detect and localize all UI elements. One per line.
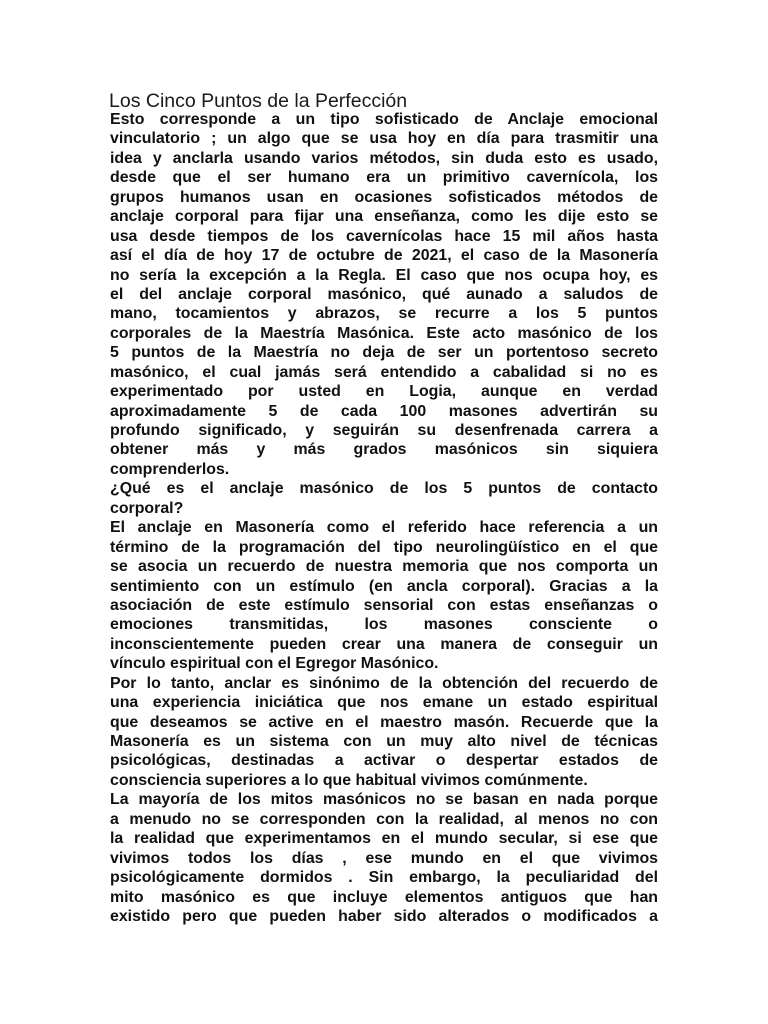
text-line: usa desde tiempos de los cavernícolas hace 15 mil años hasta <box>110 227 658 245</box>
text-line: consciencia superiores a lo que habitual vivimos comúnmente. <box>110 771 588 789</box>
text-line: que deseamos se active en el maestro masón. Recuerde que la <box>110 713 658 731</box>
text-line: desde que el ser humano era un primitivo cavernícola, los <box>110 169 658 187</box>
text-line: vínculo espiritual con el Egregor Masónico. <box>110 655 439 673</box>
text-line: Masonería es un sistema con un muy alto nivel de técnicas <box>110 733 658 750</box>
text-line: corporal? <box>110 499 184 517</box>
text-line: idea y anclarla usando varios métodos, sin duda esto es usado, <box>110 149 658 167</box>
text-line: grupos humanos usan en ocasiones sofisticados métodos de <box>110 188 658 206</box>
text-line: la realidad que experimentamos en el mundo secular, si ese que <box>110 830 658 848</box>
text-line: La mayoría de los mitos masónicos no se basan en nada porque <box>110 791 658 809</box>
text-line: Por lo tanto, anclar es sinónimo de la obtención del recuerdo de <box>110 674 658 692</box>
text-line: inconscientemente pueden crear una manera de conseguir un <box>110 635 658 653</box>
text-line: no sería la excepción a la Regla. El caso que nos ocupa hoy, es <box>110 266 658 284</box>
paragraph-anchoring-definition <box>110 518 658 674</box>
document-body <box>110 110 658 926</box>
paragraph-myths <box>110 790 658 926</box>
text-line: mito masónico es que incluye elementos antiguos que han <box>110 888 658 906</box>
text-line: masónico, el cual jamás será entendido a cabalidad si no es <box>110 363 658 381</box>
paragraph-anchoring-purpose <box>110 674 658 791</box>
text-line: profundo significado, y seguirán su desenfrenada carrera a <box>110 422 658 439</box>
text-line: El anclaje en Masonería como el referido hace referencia a un <box>110 519 658 537</box>
text-line: corporales de la Maestría Masónica. Este acto masónico de los <box>110 324 658 342</box>
text-line: 5 puntos de la Maestría no deja de ser un portentoso secreto <box>110 344 658 362</box>
text-line: vinculatorio ; un algo que se usa hoy en día para trasmitir una <box>110 130 658 148</box>
text-line: aproximadamente 5 de cada 100 masones advertirán su <box>110 402 658 420</box>
text-line: a menudo no se corresponden con la realidad, al menos no con <box>110 810 658 828</box>
text-line: así el día de hoy 17 de octubre de 2021, el caso de la Masonería <box>110 247 658 265</box>
document-title: Los Cinco Puntos de la Perfección <box>109 90 408 112</box>
text-line: existido pero que pueden haber sido alterados o modificados a <box>110 907 658 925</box>
text-line: una experiencia iniciática que nos emane un estado espiritual <box>110 694 658 712</box>
text-line: experimentado por usted en Logia, aunque en verdad <box>110 383 658 401</box>
text-line: mano, tocamientos y abrazos, se recurre a los 5 puntos <box>110 305 658 323</box>
paragraph-question <box>110 479 658 518</box>
text-line: asociación de este estímulo sensorial con estas enseñanzas o <box>110 596 658 614</box>
text-line: se asocia un recuerdo de nuestra memoria que nos comporta un <box>110 558 658 576</box>
text-line: vivimos todos los días , ese mundo en el que vivimos <box>110 849 658 867</box>
text-line: comprenderlos. <box>110 460 230 478</box>
text-line: obtener más y más grados masónicos sin siquiera <box>110 441 658 459</box>
text-line: psicológicamente dormidos . Sin embargo, la peculiaridad del <box>110 869 658 887</box>
text-line: psicológicas, destinadas a activar o despertar estados de <box>110 752 658 770</box>
text-line: el del anclaje corporal masónico, qué aunado a saludos de <box>110 285 658 303</box>
text-line: Esto corresponde a un tipo sofisticado de Anclaje emocional <box>110 111 658 128</box>
text-line: sentimiento con un estímulo (en ancla corporal). Gracias a la <box>110 577 658 595</box>
paragraph-intro <box>110 110 658 479</box>
text-line: anclaje corporal para fijar una enseñanza, como les dije esto se <box>110 208 658 226</box>
text-line: emociones transmitidas, los masones consciente o <box>110 616 658 634</box>
text-line: término de la programación del tipo neurolingüístico en el que <box>110 538 658 556</box>
text-line: ¿Qué es el anclaje masónico de los 5 puntos de contacto <box>110 480 658 498</box>
